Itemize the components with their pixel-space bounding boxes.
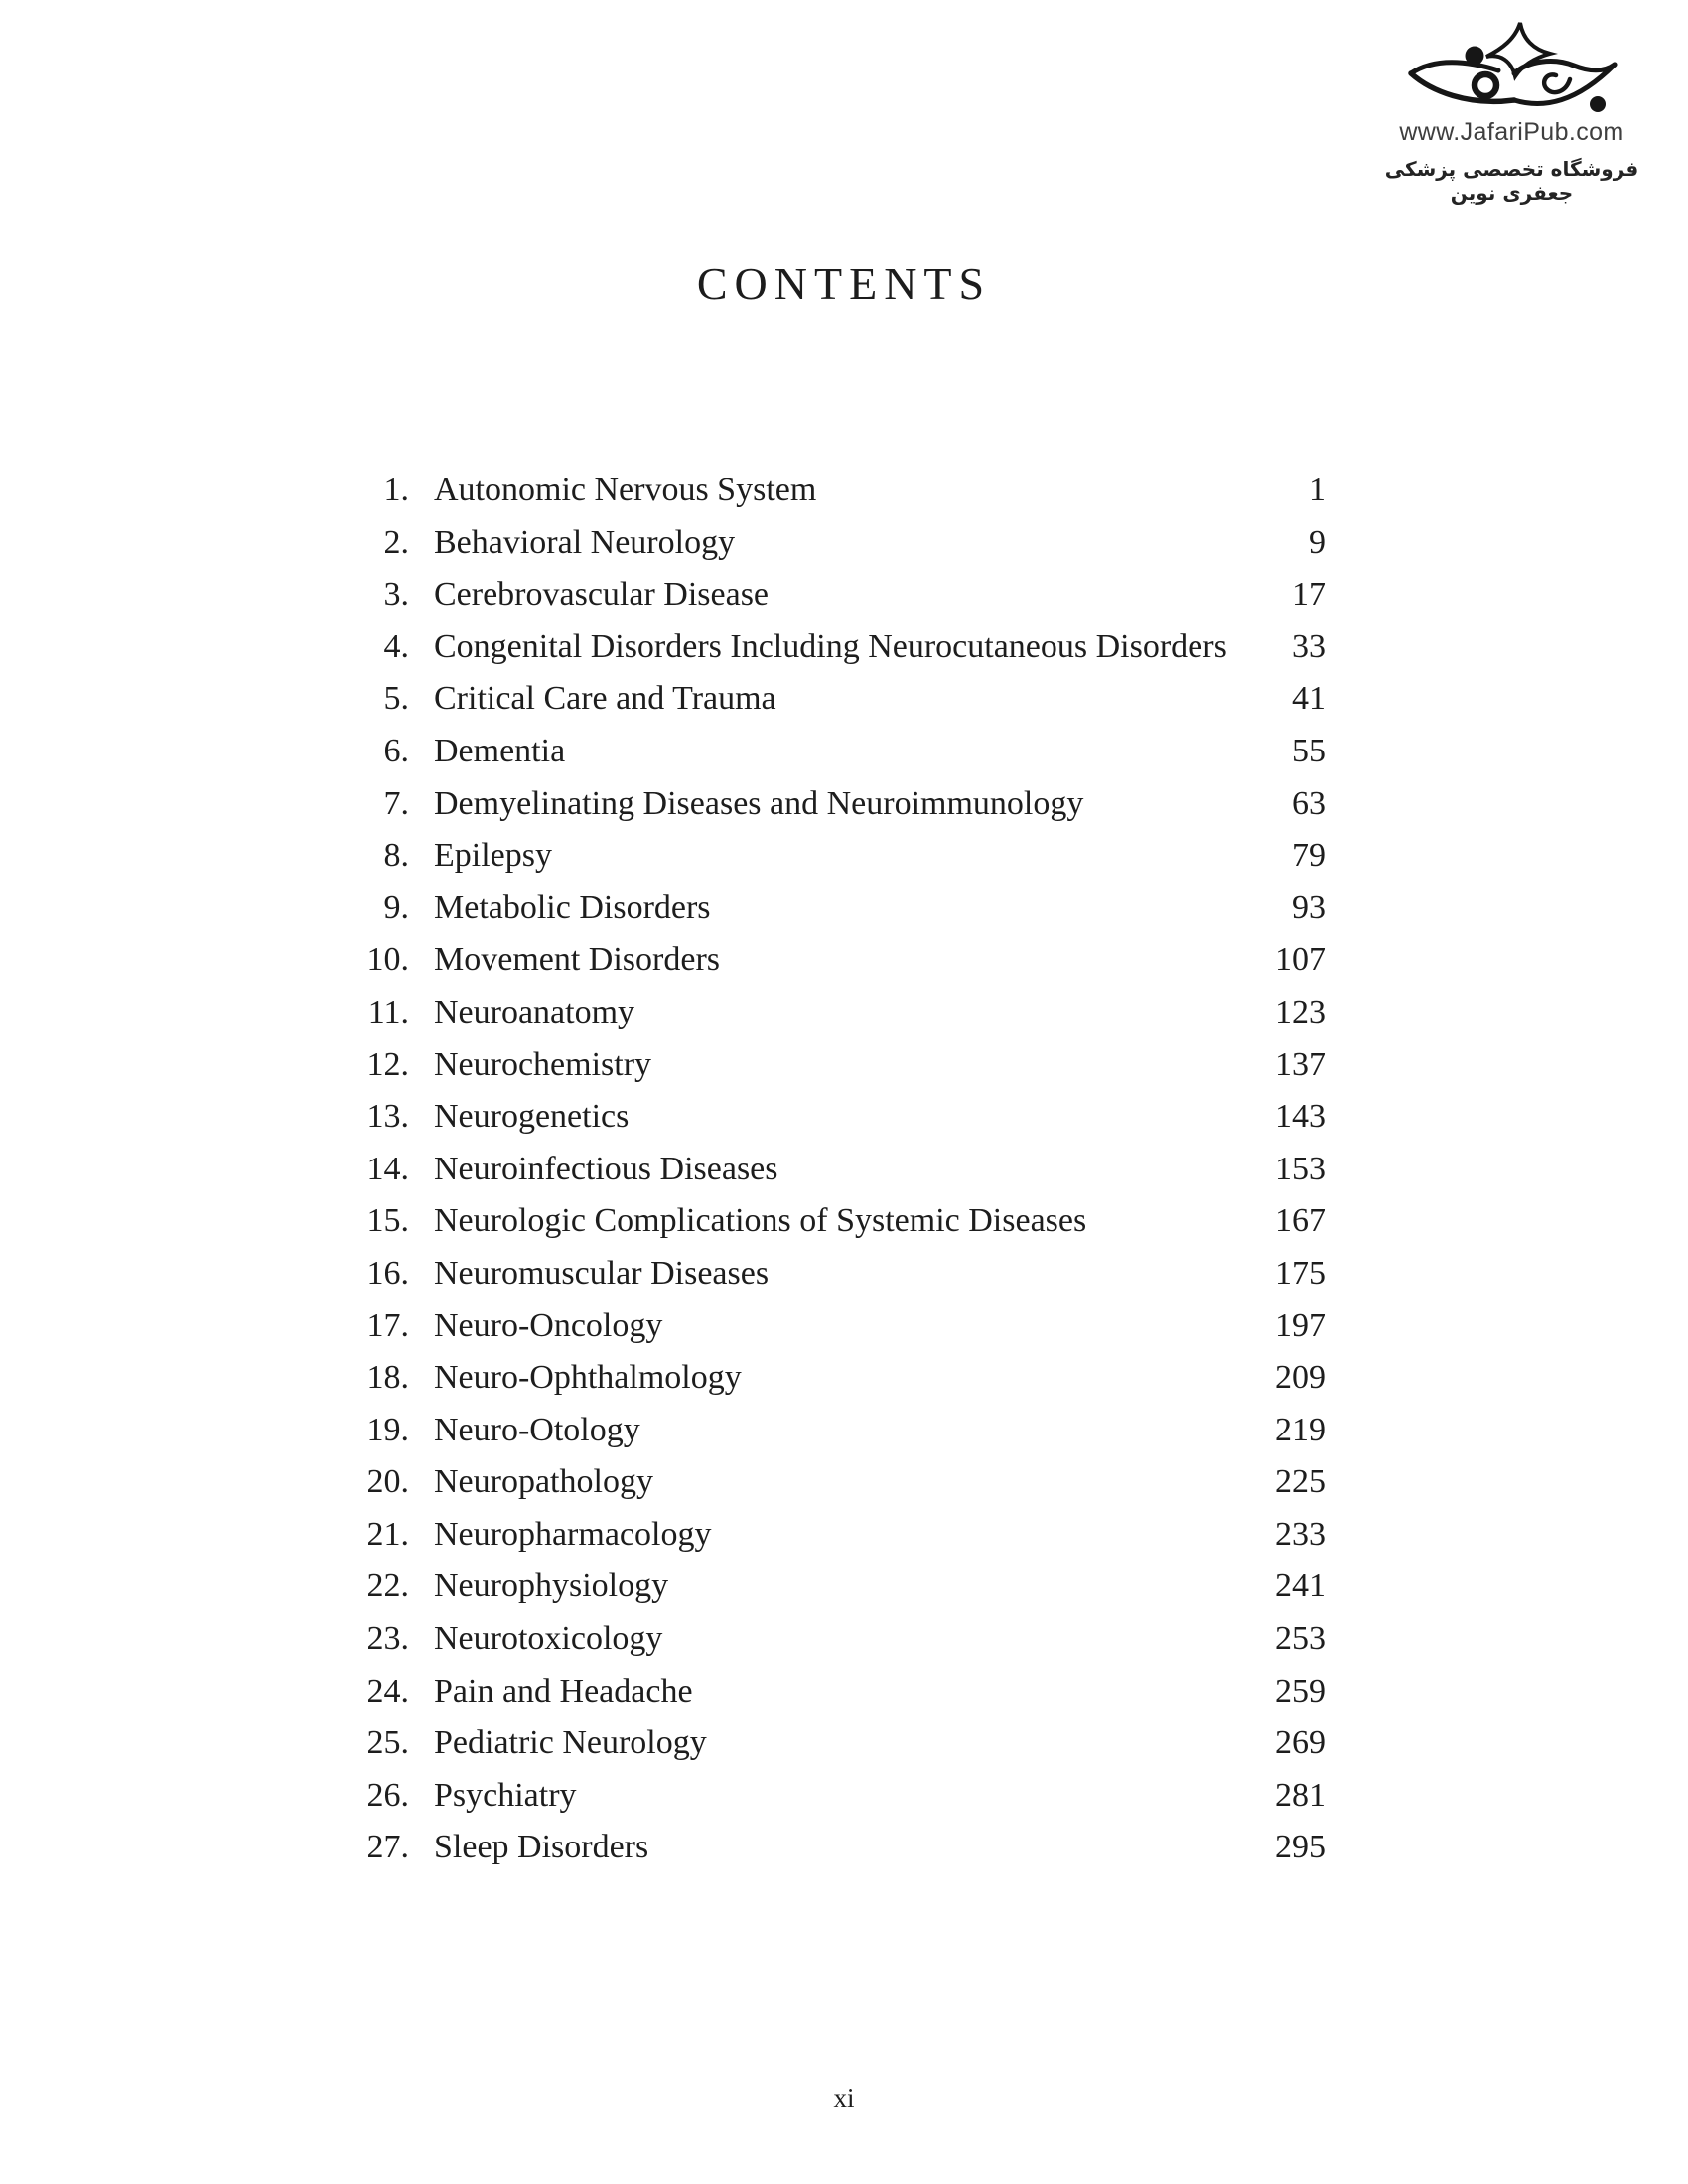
toc-row (355, 830, 1326, 883)
toc-entry-page: 93 (1292, 888, 1326, 926)
toc-entry-number: 6. (383, 732, 409, 769)
toc-entry-number: 14. (366, 1150, 409, 1187)
toc-entry-page: 241 (1275, 1568, 1326, 1605)
toc-entry-page: 153 (1275, 1150, 1326, 1187)
toc-entry-number: 11. (367, 993, 409, 1030)
toc-entry-page: 1 (1309, 472, 1326, 508)
toc-entry-title: Neuromuscular Diseases (434, 1254, 770, 1292)
toc-row (355, 621, 1326, 674)
toc-entry-title: Cerebrovascular Disease (434, 576, 770, 614)
toc-entry-number: 17. (366, 1306, 409, 1344)
publisher-logo (1370, 18, 1653, 205)
toc-entry-page: 107 (1275, 941, 1326, 979)
toc-row (355, 1195, 1326, 1248)
toc-entry-number: 18. (366, 1359, 409, 1397)
toc-entry-title: Epilepsy (434, 837, 552, 875)
toc-entry-title: Movement Disorders (434, 941, 721, 979)
toc-entry-page: 209 (1275, 1359, 1326, 1397)
toc-entry-title: Behavioral Neurology (434, 523, 736, 561)
toc-entry-title: Psychiatry (434, 1776, 577, 1814)
toc-entry-title: Neurochemistry (434, 1045, 652, 1083)
toc-entry-number: 10. (366, 941, 409, 979)
toc-entry-title: Neuro-Ophthalmology (434, 1359, 742, 1397)
toc-entry-title: Neuroanatomy (434, 993, 635, 1030)
toc-entry-number: 20. (366, 1463, 409, 1501)
toc-entry-page: 197 (1275, 1306, 1326, 1344)
toc-entry-page: 33 (1292, 627, 1326, 665)
toc-row (355, 1144, 1326, 1196)
toc-entry-number: 13. (366, 1098, 409, 1136)
toc-entry-page: 225 (1275, 1463, 1326, 1501)
toc-row (355, 569, 1326, 621)
toc-entry-title: Pediatric Neurology (434, 1724, 707, 1762)
toc-entry-page: 63 (1292, 784, 1326, 822)
toc-entry-title: Neuroinfectious Diseases (434, 1150, 778, 1187)
toc-entry-title: Neurologic Complications of Systemic Diseases (434, 1202, 1087, 1240)
toc-entry-title: Neuropharmacology (434, 1515, 712, 1553)
toc-entry-title: Neurotoxicology (434, 1620, 663, 1658)
jafari-calligraphy-mark-icon (1370, 18, 1653, 117)
toc-entry-number: 2. (383, 523, 409, 561)
toc-row (355, 726, 1326, 778)
toc-entry-page: 137 (1275, 1045, 1326, 1083)
page-folio: xi (833, 2083, 855, 2113)
toc-row (355, 1405, 1326, 1457)
toc-entry-title: Congenital Disorders Including Neurocutaneous Disorders (434, 627, 1227, 665)
toc-entry-page: 41 (1292, 680, 1326, 718)
toc-entry-page: 233 (1275, 1515, 1326, 1553)
toc-entry-title: Demyelinating Diseases and Neuroimmunology (434, 784, 1084, 822)
toc-row (355, 883, 1326, 935)
toc-entry-page: 259 (1275, 1672, 1326, 1709)
toc-entry-number: 15. (366, 1202, 409, 1240)
toc-row (355, 1561, 1326, 1613)
toc-entry-number: 22. (366, 1568, 409, 1605)
toc-entry-number: 16. (366, 1254, 409, 1292)
toc-list (355, 465, 1326, 1874)
toc-entry-page: 295 (1275, 1829, 1326, 1866)
toc-entry-page: 17 (1292, 576, 1326, 614)
toc-row (355, 465, 1326, 517)
toc-entry-page: 123 (1275, 993, 1326, 1030)
toc-entry-title: Neuro-Otology (434, 1411, 640, 1448)
toc-row (355, 1666, 1326, 1718)
toc-entry-page: 9 (1309, 523, 1326, 561)
toc-entry-number: 21. (366, 1515, 409, 1553)
toc-entry-number: 7. (383, 784, 409, 822)
toc-entry-title: Autonomic Nervous System (434, 472, 817, 508)
toc-entry-title: Pain and Headache (434, 1672, 693, 1709)
toc-entry-page: 281 (1275, 1776, 1326, 1814)
page-title: CONTENTS (696, 258, 992, 309)
toc-entry-number: 12. (366, 1045, 409, 1083)
toc-entry-number: 9. (383, 888, 409, 926)
toc-entry-number: 4. (383, 627, 409, 665)
toc-entry-title: Neurophysiology (434, 1568, 669, 1605)
toc-row (355, 673, 1326, 726)
toc-row (355, 1300, 1326, 1353)
toc-row (355, 1770, 1326, 1823)
toc-row (355, 1613, 1326, 1666)
toc-row (355, 1822, 1326, 1874)
toc-entry-page: 253 (1275, 1620, 1326, 1658)
toc-entry-title: Neuropathology (434, 1463, 653, 1501)
toc-row (355, 1091, 1326, 1144)
toc-entry-title: Neurogenetics (434, 1098, 630, 1136)
toc-row (355, 1509, 1326, 1562)
toc-row (355, 987, 1326, 1039)
logo-tagline-farsi: فروشگاه تخصصی پزشکی جعفری نوین (1384, 157, 1639, 205)
toc-entry-number: 5. (383, 680, 409, 718)
toc-row (355, 778, 1326, 831)
toc-entry-number: 1. (383, 472, 409, 508)
toc-row (355, 1456, 1326, 1509)
toc-entry-number: 3. (383, 576, 409, 614)
logo-site-url: www.JafariPub.com (1399, 118, 1624, 146)
toc-entry-number: 8. (383, 837, 409, 875)
toc-row (355, 1039, 1326, 1092)
toc-row (355, 1352, 1326, 1405)
toc-entry-number: 25. (366, 1724, 409, 1762)
toc-entry-page: 167 (1275, 1202, 1326, 1240)
toc-row (355, 1248, 1326, 1300)
toc-entry-number: 27. (366, 1829, 409, 1866)
toc-row (355, 934, 1326, 987)
toc-entry-number: 24. (366, 1672, 409, 1709)
toc-row (355, 1717, 1326, 1770)
toc-entry-page: 175 (1275, 1254, 1326, 1292)
toc-entry-number: 23. (366, 1620, 409, 1658)
toc-entry-title: Critical Care and Trauma (434, 680, 776, 718)
toc-entry-page: 79 (1292, 837, 1326, 875)
toc-entry-title: Dementia (434, 732, 566, 769)
toc-entry-number: 26. (366, 1776, 409, 1814)
toc-row (355, 517, 1326, 570)
toc-entry-page: 269 (1275, 1724, 1326, 1762)
toc-entry-page: 219 (1275, 1411, 1326, 1448)
toc-entry-title: Metabolic Disorders (434, 888, 711, 926)
toc-entry-title: Sleep Disorders (434, 1829, 649, 1866)
toc-entry-page: 55 (1292, 732, 1326, 769)
toc-entry-number: 19. (366, 1411, 409, 1448)
toc-entry-title: Neuro-Oncology (434, 1306, 663, 1344)
toc-entry-page: 143 (1275, 1098, 1326, 1136)
